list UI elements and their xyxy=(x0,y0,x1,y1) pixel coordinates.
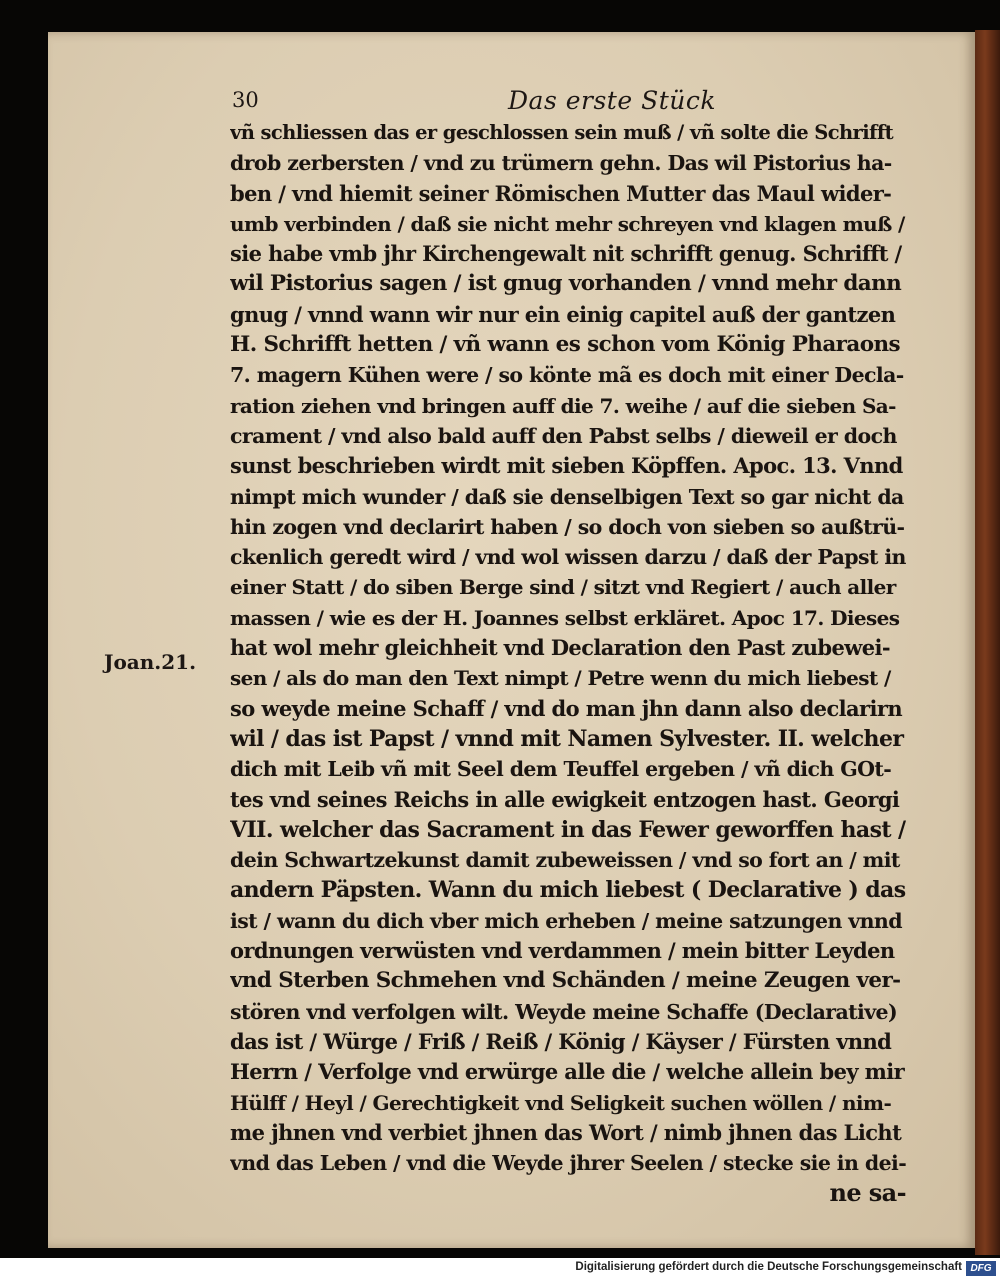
text-line: Herrn / Verfolge vnd erwürge alle die / welche allein bey mir xyxy=(230,1059,905,1085)
text-line: stören vnd verfolgen wilt. Weyde meine Schaffe (Declarative) xyxy=(230,999,898,1024)
text-line: Hülff / Heyl / Gerechtigkeit vnd Seligkeit suchen wöllen / nim- xyxy=(230,1090,892,1115)
text-line: so weyde meine Schaff / vnd do man jhn dann also declarirn xyxy=(230,695,902,721)
text-line: tes vnd seines Reichs in alle ewigkeit entzogen hast. Georgi xyxy=(230,786,900,812)
text-line: massen / wie es der H. Joannes selbst erkläret. Apoc 17. Dieses xyxy=(230,605,900,630)
text-line: VII. welcher das Sacrament in das Fewer geworffen hast / xyxy=(230,816,906,843)
text-line: ist / wann du dich vber mich erheben / meine satzungen vnnd xyxy=(230,908,902,933)
text-line: vnd Sterben Schmehen vnd Schänden / meine Zeugen ver- xyxy=(230,968,901,994)
text-line: ration ziehen vnd bringen auff die 7. weihe / auf die sieben Sa- xyxy=(230,393,896,418)
footer-bar xyxy=(0,1258,1000,1280)
page-number: 30 xyxy=(232,88,259,112)
text-line: wil / das ist Papst / vnnd mit Namen Sylvester. II. welcher xyxy=(230,725,904,752)
text-line: dein Schwartzekunst damit zubeweissen / vnd so fort an / mit xyxy=(230,848,900,873)
text-line: wil Pistorius sagen / ist gnug vorhanden / vnnd mehr dann xyxy=(230,271,902,297)
text-line: hin zogen vnd declarirt haben / so doch von sieben so außtrü- xyxy=(230,514,905,539)
page-header xyxy=(232,88,912,122)
text-line: me jhnen vnd verbiet jhnen das Wort / nimb jhnen das Licht xyxy=(230,1119,902,1145)
dfg-logo: DFG xyxy=(966,1261,996,1276)
text-line: dich mit Leib vñ mit Seel dem Teuffel ergeben / vñ dich GOt- xyxy=(230,757,892,782)
body-text xyxy=(230,118,906,1209)
text-line: H. Schrifft hetten / vñ wann es schon vom König Pharaons xyxy=(230,332,901,358)
text-line: andern Päpsten. Wann du mich liebest ( Declarative ) das xyxy=(230,877,906,904)
text-line: umb verbinden / daß sie nicht mehr schreyen vnd klagen muß / xyxy=(230,211,905,236)
text-line: sie habe vmb jhr Kirchengewalt nit schrifft genug. Schrifft / xyxy=(230,241,902,267)
text-line: ben / vnd hiemit seiner Römischen Mutter das Maul wider- xyxy=(230,180,892,206)
text-line: sunst beschrieben wirdt mit sieben Köpffen. Apoc. 13. Vnnd xyxy=(230,453,903,479)
text-line: hat wol mehr gleichheit vnd Declaration den Past zubewei- xyxy=(230,635,890,661)
text-line: ne sa- xyxy=(829,1178,906,1208)
text-line: das ist / Würge / Friß / Reiß / König / Käyser / Fürsten vnnd xyxy=(230,1028,892,1054)
text-line: vnd das Leben / vnd die Weyde jhrer Seelen / stecke sie in dei- xyxy=(230,1151,906,1176)
text-line: drob zerbersten / vnd zu trümern gehn. Das wil Pistorius ha- xyxy=(230,151,892,176)
text-line: 7. magern Kühen were / so könte mã es doch mit einer Decla- xyxy=(230,363,904,388)
text-line: crament / vnd also bald auff den Pabst selbs / dieweil er doch xyxy=(230,423,897,448)
marginal-note: Joan.21. xyxy=(104,650,197,674)
text-line: sen / als do man den Text nimpt / Petre wenn du mich liebest / xyxy=(230,666,891,691)
footer-credit: Digitalisierung gefördert durch die Deutsche Forschungsgemeinschaft xyxy=(575,1261,962,1273)
text-line: ckenlich geredt wird / vnd wol wissen darzu / daß der Papst in xyxy=(230,545,906,570)
text-line: nimpt mich wunder / daß sie denselbigen Text so gar nicht da xyxy=(230,484,904,509)
text-line: einer Statt / do siben Berge sind / sitzt vnd Regiert / auch aller xyxy=(230,575,896,600)
text-line: vñ schliessen das er geschlossen sein muß / vñ solte die Schrifft xyxy=(230,121,894,144)
text-line: gnug / vnnd wann wir nur ein einig capitel auß der gantzen xyxy=(230,301,896,327)
running-title: Das erste Stück xyxy=(508,86,717,115)
text-line: ordnungen verwüsten vnd verdammen / mein bitter Leyden xyxy=(230,938,895,964)
book-binding-edge xyxy=(975,30,1000,1255)
